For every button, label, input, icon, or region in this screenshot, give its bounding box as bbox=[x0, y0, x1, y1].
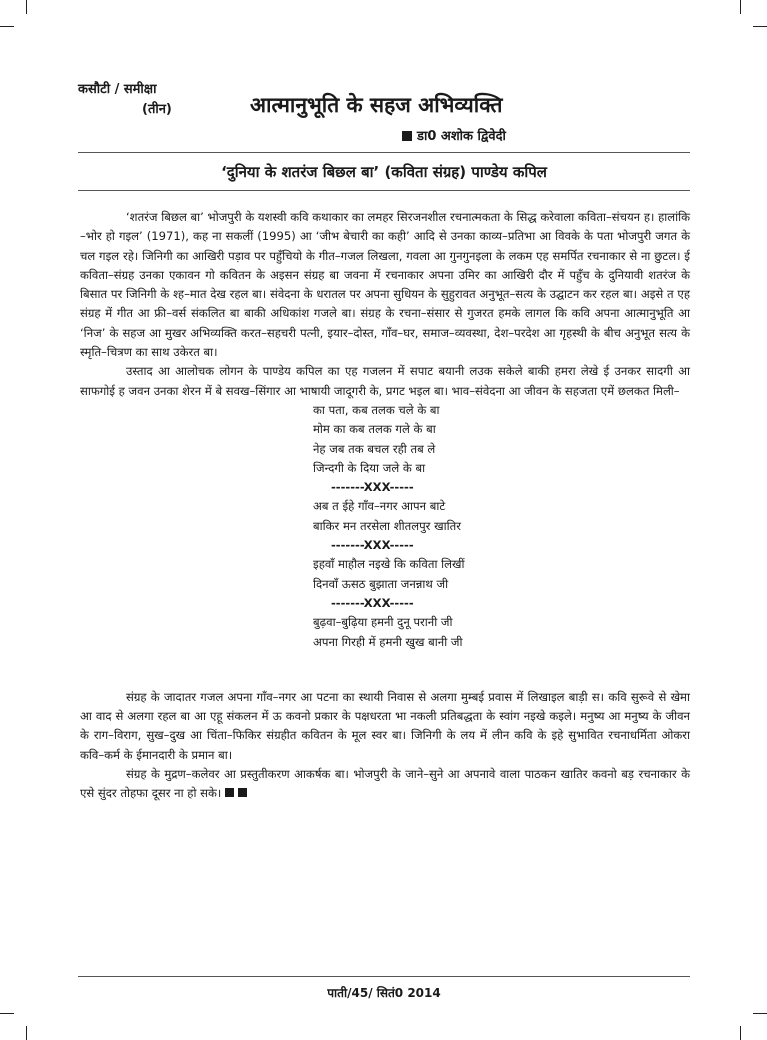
poem-line: का पता, कब तलक चले के बा bbox=[313, 402, 440, 417]
paragraph: उस्ताद आ आलोचक लोगन के पाण्डेय कपिल का एह गजलन में सपाट बयानी लउक सकेले बाकी हमरा लेखे ई उनकर सादगी आ साफगोई ह जवन उनका शेरन में बे सवख–सिंगार आ भाषायी जादूगरी के, प्रगट भइल बा। भाव–संवेदना आ जीवन के सहजता एमें छलकत मिली– bbox=[80, 364, 690, 398]
poem-line: दिनवाँ ऊसठ बुझाता जनन्नाथ जी bbox=[313, 576, 449, 591]
crop-mark bbox=[753, 26, 767, 27]
author-name: डा0 अशोक द्विवेदी bbox=[417, 129, 506, 144]
poem-line: इहवाँ माहौल नइखे कि कविता लिखीं bbox=[313, 557, 465, 572]
poem-separator: -------XXX----- bbox=[331, 480, 414, 495]
section-label-line1: कसौटी / समीक्षा bbox=[78, 82, 157, 97]
square-bullet-icon bbox=[402, 131, 412, 141]
author-byline bbox=[402, 126, 506, 144]
poem-line: बाकिर मन तरसेला शीतलपुर खातिर bbox=[313, 518, 461, 533]
poem-line: अपना गिरही में हमनी खुख बानी जी bbox=[313, 634, 463, 649]
top-rule bbox=[78, 152, 690, 153]
poem-excerpt bbox=[313, 401, 690, 652]
paragraph bbox=[80, 765, 690, 804]
poem-line: बुढ़वा–बुढ़िया हमनी दुनू परानी जी bbox=[313, 615, 453, 630]
paragraph: संग्रह के जादातर गजल अपना गाँव–नगर आ पटना का स्थायी निवास से अलगा मुम्बई प्रवास में लिखाइल बाड़ी स। कवि सुरूवे से खेमा आ वाद से अलगा रहल बा आ एहू संकलन में ऊ कवनो प्रकार के पक्षधरता भा नकली प्रतिबद्धता के स्वांग नइखे कइले। मनुष्य आ मनुष्य के जीवन के राग–विराग, सुख–दुख आ चिंता–फिकिर संग्रहीत कवितन के मूल स्वर बा। जिनिगी के लय में लीन कवि के इहे सुभावित रचनाधर्मिता ओकरा कवि–कर्म के ईमानदारी के प्रमान बा। bbox=[80, 689, 690, 762]
poem-line: अब त ईहे गाँव–नगर आपन बाटे bbox=[313, 499, 446, 514]
end-square-icon bbox=[238, 788, 247, 797]
poem-line: मोम का कब तलक गले के बा bbox=[313, 422, 436, 437]
page-footer: पाती/45/ सितं0 2014 bbox=[327, 986, 441, 1000]
title-rule bbox=[78, 190, 690, 191]
paragraph: ‘शतरंज बिछल बा’ भोजपुरी के यशस्वी कवि कथाकार का लमहर सिरजनशील रचनात्मकता के सिद्ध करेवाला कविता–संचयन ह। हालांकि –भोर हो गइल’ (1971), कह ना सकलीं (1995) आ ‘जीभ बेचारी का कही’ आदि से उनका काव्य–प्रतिभा आ विवके के पता भोजपुरी जगत के चल गइल रहे। जिनिगी का आखिरी पड़ाव पर पहुँचियो के गीत–गजल लिखला, गवला आ गुनगुनइला के लकम एह समर्पित रचनाकार से ना छुटल। ई कविता–संग्रह उनका एकावन गो कवितन के अइसन संग्रह बा जवना में रचनाकार अपना उमिर का आखिरी दौर में पहुँच के दुनियावी शतरंज के बिसात पर जिनिगी के श्ह–मात देख रहल बा। संवेदना के धरातल पर अपना सुधियन के सुहुरावत अनुभूत–सत्य के उद्घाटन कर रहल बा। अइसे त एह संग्रह में गीत आ फ्री–वर्स संकलित बा बाकी अधिकांश गजले बा। संग्रह के रचना–संसार से गुजरत हमके लागल कि कवि अपना आत्मानुभूति आ ‘निज’ के सहज आ मुखर अभिव्यक्ति करत–सहचरी पत्नी, इयार–दोस्त, गाँव–घर, समाज–व्यवस्था, देश–परदेश आ गृहस्थी के बीच अनुभूत सत्य के स्मृति–चित्रण का साथ उकेरत बा। bbox=[80, 210, 690, 360]
crop-mark bbox=[740, 0, 741, 14]
poem-line: जिन्दगी के दिया जले के बा bbox=[313, 460, 426, 475]
article-body bbox=[80, 208, 690, 804]
article-title: आत्मानुभूति के सहज अभिव्यक्ति bbox=[250, 93, 503, 117]
closing-text: संग्रह के मुद्रण–कलेवर आ प्रस्तुतीकरण आकर्षक बा। भोजपुरी के जाने–सुने आ अपनावे वाला पाठकन खातिर कवनो बड़ रचनाकार के एसे सुंदर तोहफा दूसर ना हो सके। bbox=[80, 767, 690, 801]
poem-separator: -------XXX----- bbox=[331, 538, 414, 553]
crop-mark bbox=[26, 0, 27, 14]
footer-rule bbox=[78, 976, 690, 977]
crop-mark bbox=[0, 1013, 14, 1014]
poem-line: नेह जब तक बचल रही तब ले bbox=[313, 441, 436, 456]
crop-mark bbox=[0, 26, 14, 27]
crop-mark bbox=[26, 1026, 27, 1040]
crop-mark bbox=[740, 1026, 741, 1040]
crop-mark bbox=[753, 1013, 767, 1014]
end-square-icon bbox=[225, 788, 234, 797]
book-title: ‘दुनिया के शतरंज बिछल बा’ (कविता संग्रह) पाण्डेय कपिल bbox=[221, 163, 547, 181]
section-label bbox=[78, 80, 188, 120]
poem-separator: -------XXX----- bbox=[331, 595, 414, 610]
section-label-line2: (तीन) bbox=[142, 102, 172, 117]
spacer bbox=[80, 652, 690, 688]
